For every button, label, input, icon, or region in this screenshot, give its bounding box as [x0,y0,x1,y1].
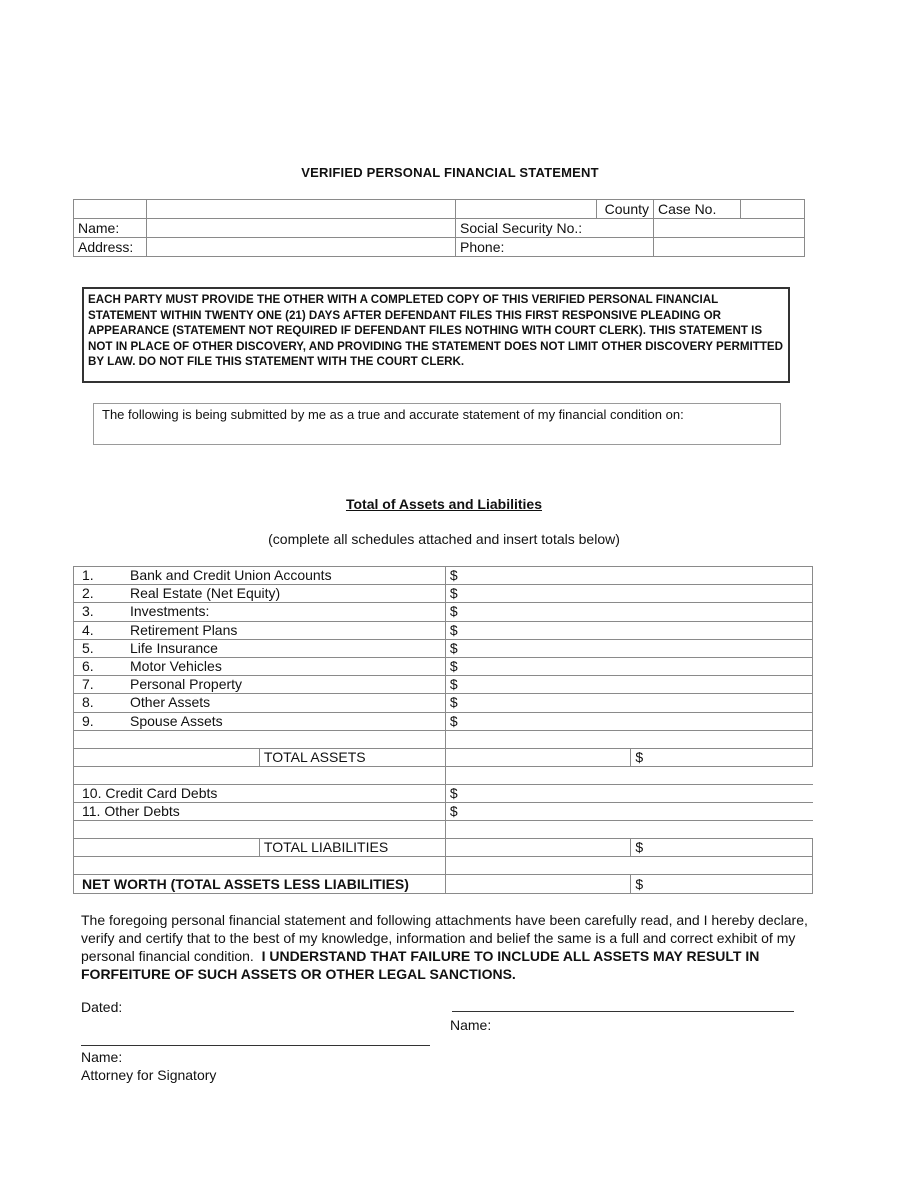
ssn-label: Social Security No.: [456,219,654,238]
asset-number: 5. [82,639,94,656]
table-row [74,657,813,675]
net-worth-label: NET WORTH (TOTAL ASSETS LESS LIABILITIES) [74,875,446,893]
table-row [74,585,813,603]
total-assets-label: TOTAL ASSETS [259,748,445,766]
table-row [74,639,813,657]
document-title: VERIFIED PERSONAL FINANCIAL STATEMENT [301,165,599,180]
asset-number: 6. [82,658,94,675]
name-field[interactable] [147,219,456,238]
table-row [74,676,813,694]
asset-amount-field[interactable]: $ [445,676,812,694]
asset-label: Personal Property [130,676,243,693]
table-row [74,766,813,784]
asset-number: 4. [82,621,94,638]
table-row [74,603,813,621]
table-row [74,712,813,730]
attorney-for-signatory-label: Attorney for Signatory [81,1067,217,1083]
declaration-plain: The foregoing personal financial statement and following attachments have been carefully read, and I hereby declare, verify and certify that to the best of my knowledge, information and belief the same is a full and correct exhibit of my personal financial condition. [81,912,808,964]
asset-label: Life Insurance [130,639,218,656]
county-value-field[interactable] [147,200,456,219]
asset-amount-field[interactable]: $ [445,621,812,639]
asset-label: Spouse Assets [130,712,223,729]
table-row [74,803,813,821]
table-row [74,857,813,875]
asset-label: Motor Vehicles [130,658,222,675]
liability-label: 11. Other Debts [74,803,446,821]
declaration-text [81,911,821,983]
asset-number: 8. [82,694,94,711]
table-row [74,621,813,639]
header-info-table [73,199,805,257]
total-liabilities-row [74,839,813,857]
phone-field[interactable] [654,238,805,257]
liability-amount-field[interactable]: $ [445,803,812,821]
signature-line-right[interactable] [452,1011,794,1012]
case-no-field[interactable] [741,200,805,219]
asset-label: Investments: [130,603,210,620]
asset-number: 2. [82,585,94,602]
table-row [74,784,813,802]
total-liabilities-label: TOTAL LIABILITIES [259,839,445,857]
total-assets-row [74,748,813,766]
submission-statement-box[interactable] [93,403,781,445]
asset-number: 1. [82,567,94,584]
ssn-field[interactable] [654,219,805,238]
asset-number: 7. [82,676,94,693]
section-subtitle: (complete all schedules attached and insert totals below) [268,531,620,547]
asset-amount-field[interactable]: $ [445,657,812,675]
assets-liabilities-table [73,566,813,894]
asset-label: Retirement Plans [130,621,238,638]
net-worth-row [74,875,813,893]
asset-amount-field[interactable]: $ [445,712,812,730]
asset-amount-field[interactable]: $ [445,694,812,712]
table-row [74,730,813,748]
address-label: Address: [74,238,147,257]
dated-label: Dated: [81,999,123,1015]
county-label: County [597,200,654,219]
notice-box: EACH PARTY MUST PROVIDE THE OTHER WITH A COMPLETED COPY OF THIS VERIFIED PERSONAL FINANCIAL STATEMENT WITHIN TWENTY ONE (21) DAYS AFTER DEFENDANT FILES THIS FIRST RESPONSIVE PLEADING OR APPEARANCE (STATEMENT NOT REQUIRED IF DEFENDANT FILES NOTHING WITH COURT CLERK). THIS STATEMENT IS NOT IN PLACE OF OTHER DISCOVERY, AND PROVIDING THE STATEMENT DOES NOT LIMIT OTHER DISCOVERY PERMITTED BY LAW. DO NOT FILE THIS STATEMENT WITH THE COURT CLERK. [82,287,790,383]
total-assets-amount-field[interactable]: $ [631,748,813,766]
asset-amount-field[interactable]: $ [445,567,812,585]
signatory-name-label: Name: [450,1017,492,1033]
liability-label: 10. Credit Card Debts [74,784,446,802]
table-row [74,567,813,585]
asset-label: Real Estate (Net Equity) [130,585,281,602]
table-row [74,821,813,839]
asset-amount-field[interactable]: $ [445,603,812,621]
section-title: Total of Assets and Liabilities [345,496,543,512]
asset-amount-field[interactable]: $ [445,585,812,603]
submission-statement-text: The following is being submitted by me as a true and accurate statement of my financial condition on: [102,407,684,422]
asset-number: 9. [82,712,94,729]
declaration-bold: I UNDERSTAND THAT FAILURE TO INCLUDE ALL ASSETS MAY RESULT IN FORFEITURE OF SUCH ASSETS OR OTHER LEGAL SANCTIONS. [81,948,760,982]
asset-label: Bank and Credit Union Accounts [130,567,332,584]
total-liabilities-amount-field[interactable]: $ [631,839,813,857]
liability-amount-field[interactable]: $ [445,784,812,802]
asset-amount-field[interactable]: $ [445,639,812,657]
table-row [74,694,813,712]
phone-label: Phone: [456,238,654,257]
name-label: Name: [74,219,147,238]
address-field[interactable] [147,238,456,257]
attorney-name-label: Name: [81,1049,123,1065]
net-worth-amount-field[interactable]: $ [631,875,813,893]
asset-number: 3. [82,603,94,620]
asset-label: Other Assets [130,694,211,711]
case-no-label: Case No. [654,200,741,219]
signature-line-left[interactable] [81,1045,430,1046]
